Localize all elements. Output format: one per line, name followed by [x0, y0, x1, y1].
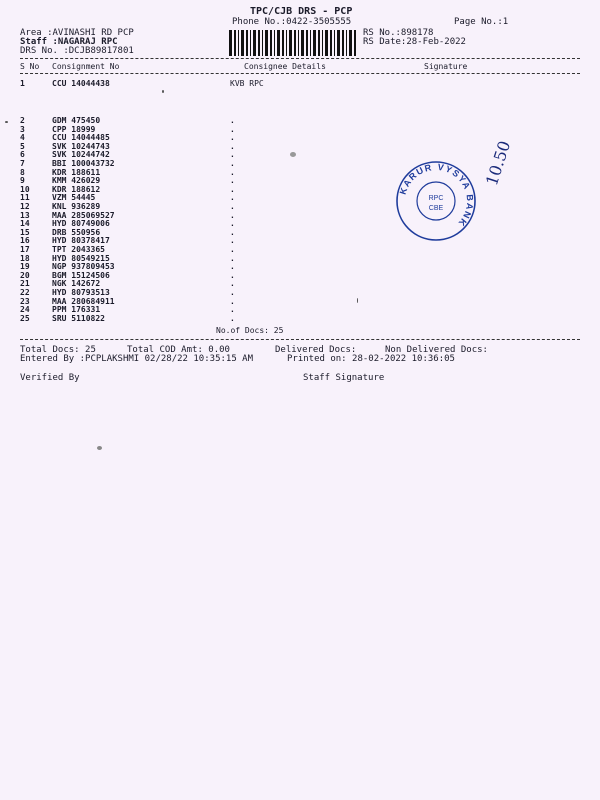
row-marker: .: [230, 219, 235, 229]
row-consignment: HYD 80749006: [52, 219, 110, 229]
phone-number: Phone No.:0422-3505555: [232, 17, 352, 27]
report-title: TPC/CJB DRS - PCP: [250, 6, 353, 17]
row-marker: .: [230, 202, 235, 211]
barcode-bar: [322, 30, 323, 56]
row-marker: .: [230, 270, 235, 280]
barcode-bar: [318, 30, 320, 56]
scan-speck: [162, 90, 164, 93]
non-delivered-docs: Non Delivered Docs:: [385, 345, 488, 355]
divider: [20, 339, 580, 340]
barcode-bar: [282, 30, 284, 56]
row-consignee: KVB RPC: [230, 79, 264, 88]
row-marker: .: [230, 141, 235, 151]
row-consignment: BGM 15124506: [52, 270, 110, 280]
rs-number: RS No.:898178: [363, 28, 434, 38]
barcode-bar: [274, 30, 275, 56]
row-consignment: GDM 475450: [52, 116, 101, 125]
row-marker: .: [230, 184, 235, 194]
column-consignment: Consignment No: [52, 62, 120, 71]
row-marker: .: [230, 176, 235, 186]
barcode-bar: [270, 30, 272, 56]
barcode-bar: [342, 30, 344, 56]
total-cod-amount: Total COD Amt: 0.00: [127, 345, 230, 355]
row-consignment: SVK 10244743: [52, 141, 110, 151]
row-marker: .: [230, 245, 235, 254]
row-sno: 22: [20, 288, 30, 297]
row-marker: .: [230, 279, 235, 289]
row-consignment: KDR 188612: [52, 184, 101, 194]
row-consignment: NGK 142672: [52, 279, 101, 289]
row-consignment: VZM 54445: [52, 193, 96, 203]
no-of-docs: No.of Docs: 25: [216, 326, 284, 335]
page-number: Page No.:1: [454, 17, 509, 27]
barcode-bar: [262, 30, 263, 56]
row-marker: .: [230, 150, 235, 160]
row-sno: 21: [20, 279, 30, 289]
scan-speck: [357, 298, 358, 303]
barcode-bar: [253, 30, 256, 56]
row-marker: .: [230, 193, 235, 203]
row-sno: 2: [20, 116, 25, 125]
bank-stamp: [395, 160, 477, 242]
barcode-bar: [354, 30, 356, 56]
barcode-bar: [306, 30, 308, 56]
row-sno: 19: [20, 262, 30, 272]
row-marker: .: [230, 305, 235, 315]
row-consignment: NGP 937809453: [52, 262, 115, 272]
row-consignment: BBI 100043732: [52, 159, 115, 168]
row-sno: 17: [20, 245, 30, 254]
row-consignment: HYD 80378417: [52, 236, 110, 246]
barcode-bar: [289, 30, 292, 56]
row-marker: .: [230, 133, 235, 143]
row-consignment: MAA 285069527: [52, 210, 115, 220]
barcode-bar: [250, 30, 251, 56]
barcode-bar: [234, 30, 236, 56]
row-sno: 1: [20, 79, 25, 88]
row-sno: 14: [20, 219, 30, 229]
barcode: [229, 30, 357, 56]
total-docs: Total Docs: 25: [20, 345, 96, 355]
row-sno: 25: [20, 313, 30, 323]
row-marker: .: [230, 124, 235, 134]
printed-on: Printed on: 28-02-2022 10:36:05: [287, 354, 455, 364]
row-consignment: CCU 14044485: [52, 133, 110, 143]
row-sno: 18: [20, 253, 30, 263]
row-marker: .: [230, 253, 235, 263]
row-consignment: CPP 18999: [52, 124, 96, 134]
row-consignment: SVK 10244742: [52, 150, 110, 160]
barcode-bar: [334, 30, 335, 56]
barcode-bar: [229, 30, 232, 56]
barcode-bar: [349, 30, 352, 56]
scan-speck: [290, 152, 296, 157]
row-sno: 11: [20, 193, 30, 203]
entered-by: Entered By :PCPLAKSHMI 02/28/22 10:35:15 AM: [20, 354, 253, 364]
barcode-bar: [330, 30, 332, 56]
row-sno: 4: [20, 133, 25, 143]
row-consignment: SRU 5110822: [52, 313, 105, 323]
row-sno: 9: [20, 176, 25, 186]
row-marker: .: [230, 210, 235, 220]
row-sno: 23: [20, 296, 30, 306]
row-consignment: HYD 80549215: [52, 253, 110, 263]
scan-speck: [5, 121, 8, 123]
row-consignment: KNL 936289: [52, 202, 101, 211]
barcode-bar: [277, 30, 280, 56]
divider: [20, 73, 580, 74]
row-marker: .: [230, 227, 235, 237]
row-marker: .: [230, 159, 235, 168]
row-marker: .: [230, 167, 235, 177]
row-marker: .: [230, 116, 235, 125]
row-consignment: KDR 188611: [52, 167, 101, 177]
barcode-bar: [313, 30, 316, 56]
barcode-bar: [301, 30, 304, 56]
rs-date: RS Date:28-Feb-2022: [363, 37, 466, 47]
staff-label: Staff :NAGARAJ RPC: [20, 37, 118, 47]
row-consignment: CCU 14044438: [52, 79, 110, 88]
barcode-bar: [337, 30, 340, 56]
divider: [20, 58, 580, 59]
row-marker: .: [230, 236, 235, 246]
row-consignment: DRB 550956: [52, 227, 101, 237]
barcode-bar: [265, 30, 268, 56]
row-sno: 13: [20, 210, 30, 220]
row-consignment: KMM 426029: [52, 176, 101, 186]
barcode-bar: [298, 30, 299, 56]
column-sno: S No: [20, 62, 40, 71]
drs-number: DRS No. :DCJB89817801: [20, 46, 134, 56]
column-signature: Signature: [424, 62, 468, 71]
scan-speck: [97, 446, 102, 450]
barcode-bar: [294, 30, 296, 56]
row-consignment: MAA 280684911: [52, 296, 115, 306]
barcode-bar: [310, 30, 311, 56]
stamp-inner-bottom: CBE: [428, 205, 444, 212]
row-consignment: TPT 2043365: [52, 245, 105, 254]
row-sno: 20: [20, 270, 30, 280]
barcode-bar: [241, 30, 244, 56]
barcode-bar: [286, 30, 287, 56]
row-sno: 15: [20, 227, 30, 237]
row-sno: 7: [20, 159, 25, 168]
row-sno: 5: [20, 141, 25, 151]
stamp-outer-text: KARUR VYSYA BANK: [397, 161, 476, 230]
row-consignment: HYD 80793513: [52, 288, 110, 297]
barcode-bar: [258, 30, 260, 56]
area-label: Area :AVINASHI RD PCP: [20, 28, 134, 38]
row-sno: 6: [20, 150, 25, 160]
row-sno: 24: [20, 305, 30, 315]
row-marker: .: [230, 262, 235, 272]
column-consignee: Consignee Details: [244, 62, 326, 71]
row-sno: 10: [20, 184, 30, 194]
row-sno: 8: [20, 167, 25, 177]
barcode-bar: [325, 30, 328, 56]
barcode-bar: [246, 30, 248, 56]
delivered-docs: Delivered Docs:: [275, 345, 357, 355]
staff-signature: Staff Signature: [303, 373, 385, 383]
row-marker: .: [230, 296, 235, 306]
handwritten-note: 10.50: [482, 138, 515, 188]
barcode-bar: [346, 30, 347, 56]
stamp-inner-top: RPC: [428, 195, 444, 202]
verified-by: Verified By: [20, 373, 80, 383]
row-marker: .: [230, 288, 235, 297]
row-sno: 16: [20, 236, 30, 246]
row-consignment: PPM 176331: [52, 305, 101, 315]
row-sno: 3: [20, 124, 25, 134]
row-sno: 12: [20, 202, 30, 211]
barcode-bar: [238, 30, 239, 56]
row-marker: .: [230, 313, 235, 323]
